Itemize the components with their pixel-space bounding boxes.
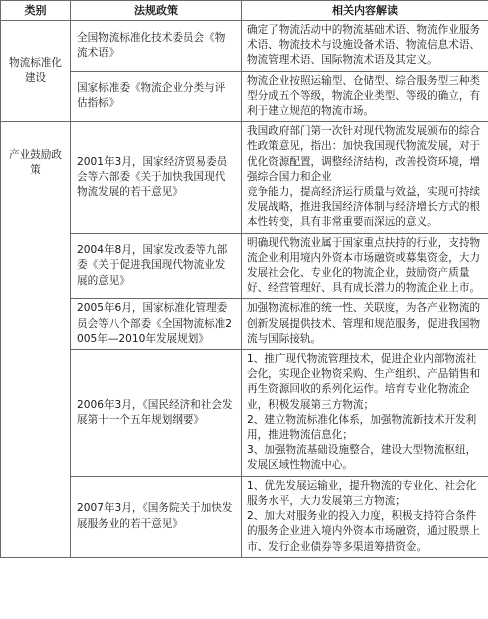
- policy-cell: 2006年3月，《国民经济和社会发展第十一个五年规划纲要》: [71, 350, 242, 477]
- policy-cell: 2007年3月，《国务院关于加快发展服务业的若干意见》: [71, 476, 242, 557]
- interpretation-cell: [242, 350, 488, 477]
- table-row: [1, 71, 488, 122]
- policy-cell: 2001年3月，国家经济贸易委员会等六部委《关于加快我国现代物流发展的若干意见》: [71, 122, 242, 233]
- interpretation-cell: [242, 21, 488, 72]
- interpretation-paragraph: 2、加大对服务业的投入力度，积极支持符合条件的服务企业进入境内外资本市场融资，通过股票上市、发行企业债券等多渠道筹措资金。: [247, 510, 481, 553]
- interpretation-paragraph: 加强物流标准的统一性、关联度，为各产业物流的创新发展提供技术、管理和规范服务，促进我国物流与国际接轨。: [247, 302, 481, 345]
- interpretation-paragraph: 我国政府部门第一次针对现代物流发展颁布的综合性政策意见，指出：加快我国现代物流发展，对于优化资源配置，调整经济结构，改善投资环境，增强综合国力和企业: [247, 125, 481, 183]
- table-header-row: [1, 1, 488, 21]
- interpretation-paragraph: 物流企业按照运输型、仓储型、综合服务型三种类型分成五个等级，物流企业类型、等级的确立，有利于建立规范的物流市场。: [247, 74, 481, 118]
- interpretation-paragraph: 竞争能力，提高经济运行质量与效益，实现可持续发展战略，推进我国经济体制与经济增长方式的根本性转变，具有非常重要而深远的意义。: [247, 186, 481, 229]
- interpretation-paragraph: 1、推广现代物流管理技术，促进企业内部物流社会化，实现企业物资采购、生产组织、产品销售和再生资源回收的系列化运作。培育专业化物流企业，积极发展第三方物流；: [247, 353, 481, 411]
- table-row: [1, 299, 488, 350]
- interpretation-paragraph: 明确现代物流业属于国家重点扶持的行业，支持物流企业利用境内外资本市场融资或募集资金，大力发展社会化、专业化的物流企业，鼓励资产质量好、经营管理好、具有成长潜力的物流企业上市。: [247, 236, 481, 295]
- interpretation-paragraph: 确定了物流活动中的物流基础术语、物流作业服务术语、物流技术与设施设备术语、物流信息术语、物流管理术语、国际物流术语及其定义。: [247, 24, 481, 67]
- interpretation-cell: [242, 122, 488, 233]
- policy-cell: 全国物流标准化技术委员会《物流术语》: [71, 21, 242, 72]
- interpretation-cell: [242, 299, 488, 350]
- interpretation-paragraph: 2、建立物流标准化体系，加强物流新技术开发利用，推进物流信息化；: [247, 413, 477, 442]
- policy-cell: 国家标准委《物流企业分类与评估指标》: [71, 71, 242, 122]
- interpretation-cell: [242, 233, 488, 299]
- table-row: [1, 122, 488, 233]
- interpretation-cell: [242, 476, 488, 557]
- interpretation-paragraph: 1、优先发展运输业，提升物流的专业化、社会化服务水平，大力发展第三方物流；: [247, 479, 477, 507]
- category-cell: 产业鼓励政策: [1, 122, 71, 557]
- interpretation-paragraph: 3、加强物流基础设施整合，建设大型物流枢纽，发展区域性物流中心。: [247, 444, 477, 472]
- policy-cell: 2004年8月，国家发改委等九部委《关于促进我国现代物流业发展的意见》: [71, 233, 242, 299]
- header-category: 类别: [1, 1, 71, 21]
- table-row: [1, 233, 488, 299]
- table-row: [1, 350, 488, 477]
- header-policy: 法规政策: [71, 1, 242, 21]
- table-row: [1, 21, 488, 72]
- interpretation-cell: [242, 71, 488, 122]
- policy-cell: 2005年6月，国家标准化管理委员会等八个部委《全国物流标准2005年—2010年发展规划》: [71, 299, 242, 350]
- category-cell: 物流标准化建设: [1, 21, 71, 122]
- table-row: [1, 476, 488, 557]
- header-interpretation: 相关内容解读: [242, 1, 488, 21]
